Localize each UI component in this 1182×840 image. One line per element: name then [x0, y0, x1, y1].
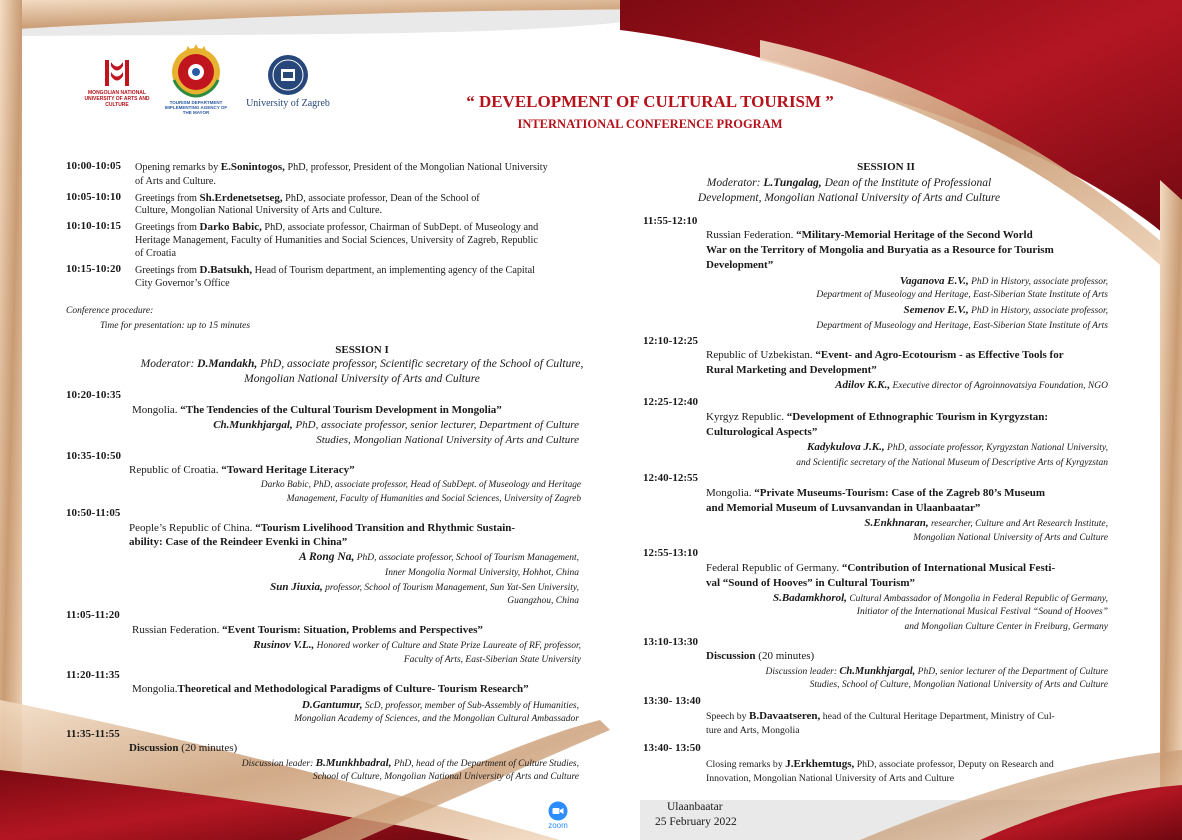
speaker-line: Initiator of the International Musical Festival “Sound of Hooves” — [856, 607, 1108, 617]
zoom-logo — [540, 801, 576, 830]
discussion-line — [706, 650, 814, 664]
zagreb-seal-icon — [267, 54, 309, 96]
talk-line — [706, 349, 1064, 363]
country: Russian Federation. — [706, 229, 797, 241]
speaker-line — [213, 419, 579, 433]
discussion-label: Discussion — [706, 650, 756, 662]
procedure-note: Time for presentation: up to 15 minutes — [100, 321, 251, 331]
text: PhD, head of the Department of Culture Studies, — [391, 759, 579, 769]
speaker-line: Management, Faculty of Humanities and Social Sciences, University of Zagreb — [286, 494, 581, 504]
time-slot: 10:35-10:50 — [66, 450, 121, 462]
text: PhD, associate professor, School of Tourism Management, — [354, 553, 579, 563]
country: People’s Republic of China. — [129, 522, 256, 534]
speaker-line: Guangzhou, China — [507, 596, 579, 606]
program-line: of Croatia — [135, 248, 177, 259]
program-line — [706, 758, 1054, 772]
text: (20 minutes) — [178, 742, 238, 754]
talk-title-line2: Rural Marketing and Development” — [706, 364, 877, 376]
mnuac-logo-text: MONGOLIAN NATIONAL UNIVERSITY OF ARTS AND CULTURE — [84, 90, 150, 108]
country: Kyrgyz Republic. — [706, 411, 787, 423]
talk-title: “Event- and Agro-Ecotourism - as Effective Tools for — [815, 349, 1064, 361]
moderator-name: L.Tungalag, — [763, 177, 822, 189]
footer-city: Ulaanbaatar — [667, 801, 723, 813]
time-slot: 12:10-12:25 — [643, 335, 698, 347]
speaker-line — [864, 517, 1108, 532]
text: professor, School of Tourism Management, Sun Yat-Sen University, — [322, 583, 579, 593]
talk-title-line3: Development” — [706, 259, 774, 271]
text: Honored worker of Culture and State Prize Laureate of RF, professor, — [314, 641, 581, 651]
speaker-line: Faculty of Arts, East-Siberian State University — [403, 655, 581, 665]
text: Cultural Ambassador of Mongolia in Federal Republic of Germany, — [846, 594, 1108, 604]
speaker-name: D.Batsukh, — [199, 264, 253, 276]
talk-title: “Tourism Livelihood Transition and Rhythmic Sustain- — [255, 522, 516, 534]
session-title: SESSION I — [335, 344, 389, 356]
text: PhD, associate professor, Kyrgyzstan National University, — [884, 443, 1108, 453]
time-slot: 10:20-10:35 — [66, 389, 121, 401]
text: Discussion leader: — [241, 759, 316, 769]
speaker-line: Mongolian Academy of Sciences, and the Mongolian Cultural Ambassador — [294, 714, 579, 724]
talk-line — [129, 464, 355, 478]
text: researcher, Culture and Art Research Institute, — [928, 519, 1108, 529]
speaker-line: and Mongolian Culture Center in Freiburg, Germany — [904, 622, 1108, 632]
session-moderator — [62, 358, 662, 372]
time-slot: 12:55-13:10 — [643, 547, 698, 559]
talk-line — [129, 522, 515, 536]
time-slot: 11:55-12:10 — [643, 215, 698, 227]
time-slot: 10:00-10:05 — [66, 160, 121, 172]
speaker-name: Ch.Munkhjargal, — [839, 666, 916, 677]
program-line: Innovation, Mongolian National University of Arts and Culture — [706, 773, 955, 784]
discussion-leader — [242, 757, 579, 772]
time-slot: 13:10-13:30 — [643, 636, 698, 648]
discussion-label: Discussion — [129, 742, 179, 754]
university-of-zagreb-logo — [238, 54, 338, 109]
talk-title-line2: val “Sound of Hooves” in Cultural Tourism” — [706, 577, 916, 589]
speaker-line: Darko Babic, PhD, associate professor, Head of SubDept. of Museology and Heritage — [260, 480, 581, 490]
text: Moderator: — [706, 177, 764, 189]
talk-title: Theoretical and Methodological Paradigms of Culture- Tourism Research” — [177, 683, 529, 695]
talk-title: “Military-Memorial Heritage of the Second World — [796, 229, 1033, 241]
text: PhD, associate professor, Dean of the School of — [282, 193, 480, 204]
text: Head of Tourism department, an implementing agency of the Capital — [252, 265, 535, 276]
city-crest-icon — [166, 40, 226, 100]
talk-line — [132, 683, 529, 697]
speaker-line — [773, 592, 1108, 607]
speaker-name: B.Munkhbadral, — [315, 757, 392, 769]
program-line: ture and Arts, Mongolia — [706, 725, 800, 736]
country: Republic of Croatia. — [129, 464, 222, 476]
talk-line — [706, 562, 1055, 576]
program-line — [135, 221, 538, 235]
text: PhD, senior lecturer of the Department of Culture — [915, 667, 1108, 677]
program-line: City Governor’s Office — [135, 278, 230, 289]
country: Russian Federation. — [132, 624, 223, 636]
speaker-line: Inner Mongolia Normal University, Hohhot, China — [385, 568, 579, 578]
time-slot: 10:10-10:15 — [66, 220, 121, 232]
talk-title-line2: War on the Territory of Mongolia and Buryatia as a Resource for Tourism — [706, 244, 1054, 256]
talk-line — [132, 404, 502, 418]
speaker-name: Vaganova E.V., — [899, 275, 969, 287]
speaker-line — [835, 379, 1108, 394]
text: Moderator: — [140, 358, 198, 370]
speaker-name: Rusinov V.L., — [253, 639, 315, 651]
footer-date: 25 February 2022 — [655, 816, 737, 828]
speaker-name: Darko Babic, — [199, 221, 262, 233]
text: PhD, associate professor, Deputy on Research and — [854, 759, 1054, 770]
program-line — [135, 264, 535, 278]
speaker-line — [900, 275, 1108, 290]
speaker-name: Kadykulova J.K., — [807, 441, 885, 453]
speaker-line — [904, 304, 1108, 319]
page-title: “ DEVELOPMENT OF CULTURAL TOURISM ” — [466, 92, 834, 111]
talk-line — [132, 624, 483, 638]
text: PhD, associate professor, senior lecturer, Department of Culture — [292, 419, 579, 431]
time-slot: 11:05-11:20 — [66, 609, 120, 621]
talk-title: “The Tendencies of the Cultural Tourism Development in Mongolia” — [180, 404, 502, 416]
speaker-line: Department of Museology and Heritage, East-Siberian State Institute of Arts — [816, 290, 1108, 300]
country: Mongolia. — [706, 487, 755, 499]
discussion-line — [129, 742, 237, 756]
time-slot: 10:50-11:05 — [66, 507, 121, 519]
discussion-leader-line2: School of Culture, Mongolian National University of Arts and Culture — [312, 772, 579, 782]
talk-line — [706, 487, 1045, 501]
speaker-line: and Scientific secretary of the National Museum of Descriptive Arts of Kyrgyzstan — [796, 458, 1108, 468]
country: Republic of Uzbekistan. — [706, 349, 816, 361]
program-line — [135, 161, 548, 175]
time-slot: 12:40-12:55 — [643, 472, 698, 484]
talk-title: “Contribution of International Musical Festi- — [841, 562, 1056, 574]
text: Executive director of Agroinnovatsiya Foundation, NGO — [890, 381, 1108, 391]
talk-title-line2: and Memorial Museum of Luvsanvandan in Ulaanbaatar” — [706, 502, 981, 514]
talk-title-line2: Culturological Aspects” — [706, 426, 818, 438]
text: Greetings from — [135, 193, 200, 204]
speaker-name: E.Sonintogos, — [220, 161, 285, 173]
text: Greetings from — [135, 222, 200, 233]
time-slot: 11:35-11:55 — [66, 728, 120, 740]
time-slot: 10:05-10:10 — [66, 191, 121, 203]
text: Closing remarks by — [706, 759, 786, 770]
program-line: of Arts and Culture. — [135, 176, 216, 187]
speaker-line — [253, 639, 581, 654]
talk-line — [706, 229, 1033, 243]
country: Federal Republic of Germany. — [706, 562, 842, 574]
speaker-name: D.Gantumur, — [301, 699, 363, 711]
zoom-camera-icon — [548, 801, 568, 821]
text: ScD, professor, member of Sub-Assembly of Humanities, — [362, 701, 579, 711]
talk-title: “Toward Heritage Literacy” — [221, 464, 355, 476]
speaker-name: Ch.Munkhjargal, — [213, 419, 293, 431]
moderator-name: D.Mandakh, — [197, 358, 258, 370]
speaker-name: Sh.Erdenetsetseg, — [199, 192, 283, 204]
talk-line — [706, 411, 1048, 425]
speaker-name: Semenov E.V., — [903, 304, 969, 316]
text: PhD in History, associate professor, — [968, 306, 1108, 316]
text: Speech by — [706, 711, 749, 722]
speaker-name: A Rong Na, — [299, 551, 355, 563]
talk-title: “Development of Ethnographic Tourism in Kyrgyzstan: — [786, 411, 1049, 423]
speaker-name: Sun Jiuxia, — [270, 581, 323, 593]
speaker-line — [299, 551, 579, 566]
session-title: SESSION II — [857, 161, 915, 173]
time-slot: 10:15-10:20 — [66, 263, 121, 275]
text: PhD, associate professor, Scientific secretary of the School of Culture, — [257, 358, 584, 370]
program-line: Heritage Management, Faculty of Humanities and Social Sciences, University of Zagreb, Republic — [135, 235, 538, 246]
discussion-leader — [766, 665, 1108, 680]
tourism-department-logo — [160, 40, 232, 115]
speaker-name: Adilov K.K., — [835, 379, 891, 391]
speaker-line — [807, 441, 1108, 456]
speaker-line: Mongolian National University of Arts and Culture — [913, 533, 1108, 543]
speaker-line — [302, 699, 579, 714]
discussion-leader-line2: Studies, School of Culture, Mongolian National University of Arts and Culture — [809, 680, 1108, 690]
page-subtitle: INTERNATIONAL CONFERENCE PROGRAM — [517, 117, 783, 131]
procedure-label: Conference procedure: — [66, 306, 154, 316]
text: PhD in History, associate professor, — [968, 277, 1108, 287]
speaker-line: Studies, Mongolian National University of Arts and Culture — [316, 434, 579, 446]
zagreb-logo-text: University of Zagreb — [246, 98, 330, 109]
mnuac-logo — [82, 58, 152, 108]
text: Greetings from — [135, 265, 200, 276]
program-line: Culture, Mongolian National University of Arts and Culture. — [135, 205, 383, 216]
speaker-line: Department of Museology and Heritage, East-Siberian State Institute of Arts — [816, 321, 1108, 331]
country: Mongolia. — [132, 404, 181, 416]
text: PhD, associate professor, Chairman of SubDept. of Museology and — [261, 222, 539, 233]
text: Discussion leader: — [765, 667, 840, 677]
talk-title: “Private Museums-Tourism: Case of the Zagreb 80’s Museum — [754, 487, 1046, 499]
time-slot: 11:20-11:35 — [66, 669, 120, 681]
speaker-name: S.Badamkhorol, — [772, 592, 847, 604]
tourism-logo-text: TOURISM DEPARTMENT IMPLEMENTING AGENCY OF THE MAYOR — [164, 100, 228, 115]
speaker-line — [270, 581, 579, 596]
time-slot: 13:30- 13:40 — [643, 695, 701, 707]
program-line — [706, 710, 1055, 724]
zoom-text: zoom — [548, 821, 568, 830]
text: head of the Cultural Heritage Department, Ministry of Cul- — [820, 711, 1055, 722]
session-moderator-line2: Development, Mongolian National University of Arts and Culture — [697, 192, 1001, 204]
speaker-name: J.Erkhemtugs, — [785, 758, 855, 770]
country: Mongolia. — [132, 683, 178, 695]
time-slot: 12:25-12:40 — [643, 396, 698, 408]
time-slot: 13:40- 13:50 — [643, 742, 701, 754]
text: (20 minutes) — [755, 650, 815, 662]
text: Dean of the Institute of Professional — [821, 177, 992, 189]
text: Opening remarks by — [135, 162, 221, 173]
speaker-name: B.Davaatseren, — [749, 710, 821, 722]
talk-title-line2: ability: Case of the Reindeer Evenki in China” — [129, 536, 348, 548]
mnuac-emblem-icon — [102, 58, 132, 90]
text: PhD, professor, President of the Mongolian National University — [284, 162, 548, 173]
talk-title: “Event Tourism: Situation, Problems and Perspectives” — [222, 624, 483, 636]
speaker-name: S.Enkhnaran, — [864, 517, 929, 529]
session-moderator-line2: Mongolian National University of Arts and Culture — [244, 373, 480, 385]
session-moderator — [649, 177, 1049, 191]
